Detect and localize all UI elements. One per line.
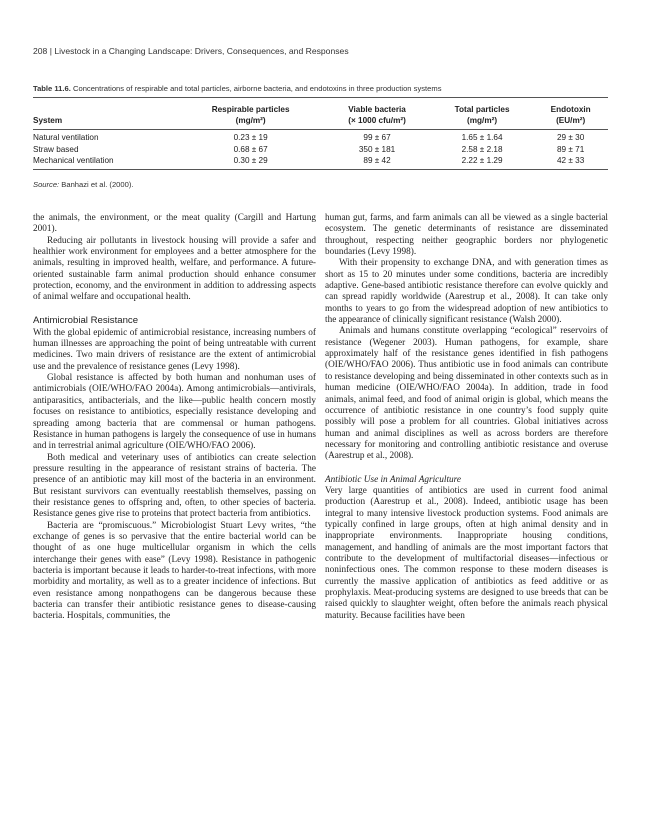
running-head: 208 | Livestock in a Changing Landscape: Drivers, Consequences, and Responses [33,46,349,56]
column-header-top: Respirable particles [211,105,290,114]
particles-table [33,98,608,170]
table-cell: 89 ± 42 [323,155,431,169]
table-row [33,144,608,156]
table-label: Table 11.6. [33,84,71,93]
column-header-unit: (× 1000 cfu/m²) [323,115,431,130]
column-header-unit: (mg/m²) [431,115,533,130]
paragraph: Global resistance is affected by both human and nonhuman uses of antimicrobials (OIE/WHO/FAO 2004a). Among antimicrobials—antivirals, antiparasitics, antibacterials, and the like—public health concern mostly focuses on resistance to antibiotics, especially resistance developing and spreading among bacteria that are commensal or human pathogens. Resistance in human pathogens is largely the consequence of use in humans and in terrestrial animal agriculture (OIE/WHO/FAO 2006). [33,373,316,452]
paragraph: the animals, the environment, or the meat quality (Cargill and Hartung 2001). [33,213,316,235]
system-cell: Natural ventilation [33,133,99,142]
paragraph: With the global epidemic of antimicrobial resistance, increasing numbers of human illnesses are approaching the point of being untreatable with current medicines. Two main drivers of resistance are the extent of antimicrobial use and the prevalence of resistance genes (Levy 1998). [33,327,316,372]
table-caption-text: Concentrations of respirable and total particles, airborne bacteria, and endotoxins in three production systems [72,84,442,93]
table-row [33,130,608,144]
table-cell: 89 ± 71 [557,144,585,154]
column-header-top: Viable bacteria [348,105,406,114]
paragraph: Both medical and veterinary uses of antibiotics can create selection pressure resulting in the appearance of resistant strains of bacteria. The presence of an antibiotic may kill most of the bacteria in an environment. But resistant survivors can eventually reestablish themselves, passing on their resistance genes to offspring and, often, to other species of bacteria. Resistance genes give rise to proteins that protect bacteria from antibiotics. [33,452,316,520]
paragraph: Reducing air pollutants in livestock housing will provide a safer and healthier work environment for employees and a better atmosphere for the animals, resulting in improved health, welfare, and performance. A future-oriented sustainable farm animal production should enhance consumer protection, economy, and the environment in addition to addressing aspects of animal welfare and occupational health. [33,235,316,303]
table-cell: 1.65 ± 1.64 [461,133,503,142]
source-text: Banhazi et al. (2000). [61,179,134,189]
table-cell: 42 ± 33 [533,155,608,169]
column-header-top [33,98,178,115]
table-cell: 29 ± 30 [557,133,585,142]
table-cell: 0.68 ± 67 [233,144,268,154]
paragraph: human gut, farms, and farm animals can all be viewed as a single bacterial ecosystem. The genetic determinants of resistance are disseminated throughout, respecting neither geographic borders nor phylogenetic boundaries (Levy 1998). [325,213,608,258]
paragraph: Bacteria are “promiscuous.” Microbiologist Stuart Levy writes, “the exchange of genes is so pervasive that the entire bacterial world can be thought of as one huge multicellular organism in which the cells interchange their genes with ease” (Levy 1998). Resistance in pathogenic bacteria is important because it leads to harder-to-treat infections, with more morbidity and mortality, as well as to a greater incidence of infections. But even resistance among nonpathogens can be dangerous because these bacteria can transfer their antibiotic resistance genes to disease-causing bacteria. Hospitals, communities, the [33,520,316,622]
table-source [33,180,608,189]
table-row [33,155,608,169]
left-column [33,213,316,623]
subsection-heading: Antibiotic Use in Animal Agriculture [325,474,461,485]
column-header-unit: (EU/m²) [533,115,608,130]
table-cell: 0.23 ± 19 [233,133,268,142]
table-cell: 2.22 ± 1.29 [431,155,533,169]
table-cell: 2.58 ± 2.18 [461,144,503,154]
paragraph: Animals and humans constitute overlapping “ecological” reservoirs of resistance (Wegener 2003). Human pathogens, for example, share approximately half of the resistance genes identified in fish pathogens (OIE/WHO/FAO 2006). Thus antibiotic use in food animals can contribute to resistance developing and being disseminated in other contexts such as in human medicine (OIE/WHO/FAO 2004a). In addition, trade in food animals, animal feed, and food of animal origin is global, which means the occurrence of antibiotic resistance in one country’s food supply quite possibly will pose a problem for all countries. Global initiatives across human and animal disciplines as well as across borders are therefore necessary for monitoring and controlling antibiotic resistance and overuse (Aarestrup et al., 2008). [325,326,608,462]
table-cell: 350 ± 181 [358,144,396,154]
paragraph: With their propensity to exchange DNA, and with generation times as short as 15 to 20 minutes under some conditions, bacteria are incredibly adaptive. Gene-based antibiotic resistance therefore can evolve quickly and can spread rapidly worldwide (Aarestrup et al., 2008). It can take only months to years to go from the widespread adoption of new antibiotics to the appearance of clinically significant resistance (Walsh 2000). [325,258,608,326]
table-block [33,84,608,189]
column-header-top: Endotoxin [550,105,591,114]
source-label: Source: [33,179,60,189]
column-header-unit: (mg/m²) [178,115,323,130]
section-heading: Antimicrobial Resistance [33,314,139,326]
column-header-top: Total particles [454,105,510,114]
table-caption [33,84,608,98]
right-column [325,213,608,622]
paragraph: Very large quantities of antibiotics are used in current food animal production (Aarestrup et al., 2008). Indeed, antibiotic usage has been integral to many intensive livestock production systems. Food animals are typically confined in large groups, often at high animal density and in inappropriate environments. Inappropriate housing conditions, management, and handling of animals are the most important factors that contribute to the development of multifactorial diseases—infectious or noninfectious ones. The common response to these modern diseases is currently the massive application of antibiotics as feed additive or as prophylaxis. Meat-producing systems are designed to use breeds that can be raised quickly to slaughter weight, often before the animals reach physical maturity. Because facilities have been [325,485,608,621]
table-cell: 0.30 ± 29 [178,155,323,169]
table-cell: 99 ± 67 [363,133,391,142]
system-cell: Mechanical ventilation [33,155,178,169]
column-header-system: System [33,115,178,130]
system-cell: Straw based [33,144,79,154]
